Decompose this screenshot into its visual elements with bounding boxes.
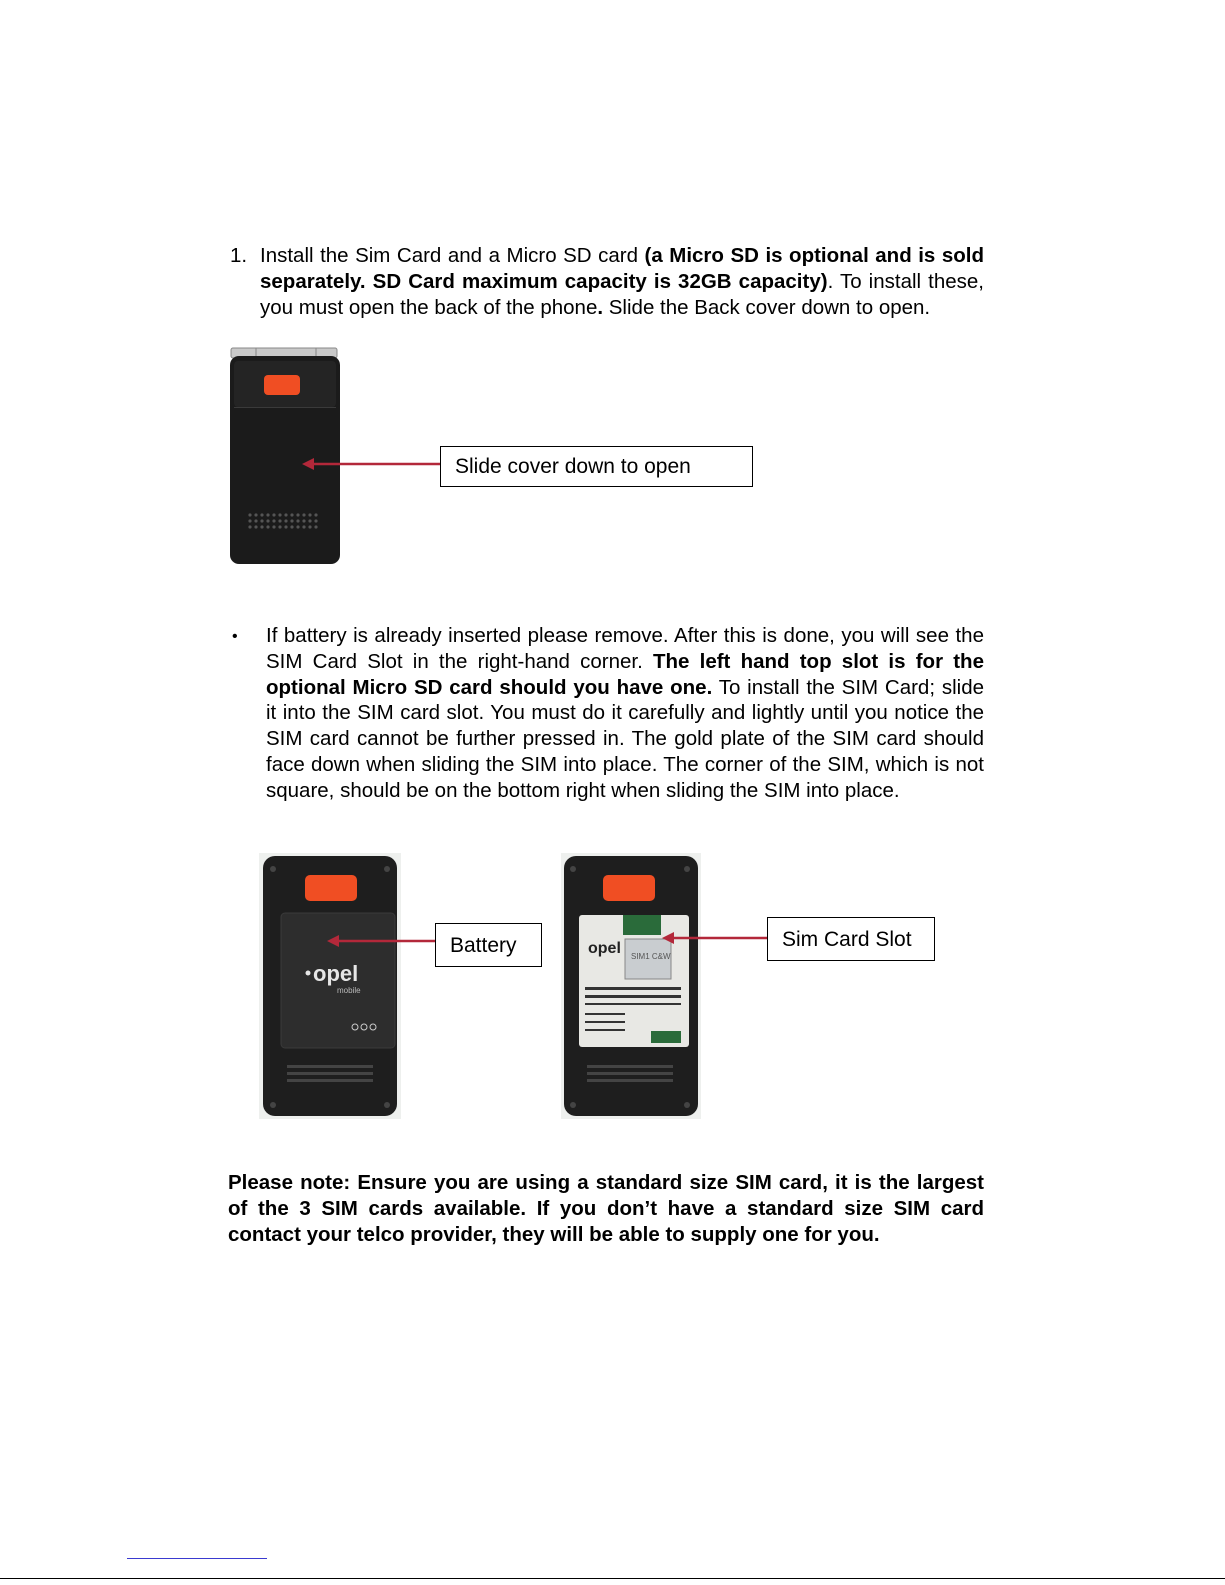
page-bottom-rule: [0, 1578, 1225, 1579]
step1-text-e: Slide the Back cover down to open.: [603, 295, 931, 319]
sim-tag-text: SIM1 C&W: [631, 952, 671, 961]
battery-arrow: [325, 932, 437, 950]
battery-callout-text: Battery: [450, 933, 517, 957]
step1-text-c: . To install these, you must open the back of the phone: [260, 269, 985, 319]
footnote-rule: [127, 1558, 267, 1559]
sim-slot-arrow: [660, 929, 770, 947]
step1-text-bold: (a Micro SD is optional and is sold separately. SD Card maximum capacity is 32GB capacity): [260, 244, 984, 293]
sim-slot-callout-text: Sim Card Slot: [782, 927, 912, 951]
battery-brand-sub-text: mobile: [337, 986, 361, 995]
bullet-paragraph: [266, 623, 984, 804]
step1-text-d: .: [597, 295, 604, 319]
bullet-text-bold: The left hand top slot is for the optional Micro SD card should you have one.: [266, 649, 984, 699]
battery-brand-text: opel: [313, 961, 359, 986]
slide-cover-arrow: [300, 455, 442, 473]
bullet-text-c: To install the SIM Card; slide it into the SIM card slot. You must do it carefully and lightly until you notice the SIM card cannot be further pressed in. The gold plate of the SIM card should face down when sliding the SIM into place. The corner of the SIM, which is not square, should be on the bottom right when sliding the SIM into place.: [266, 675, 984, 802]
step-number: 1.: [230, 244, 248, 267]
step1-paragraph: [260, 243, 984, 320]
slide-cover-callout-text: Slide cover down to open: [455, 455, 691, 478]
phone-battery-image: [259, 853, 401, 1119]
bullet-marker: •: [232, 628, 238, 645]
note-paragraph: Please note: Ensure you are using a standard size SIM card, it is the largest of the 3 SIM cards available. If you don’t have a standard size SIM card contact your telco provider, they will be able to supply one for you.: [228, 1171, 984, 1246]
step1-text-a: Install the Sim Card and a Micro SD card: [260, 244, 645, 267]
battery-callout: [435, 923, 542, 967]
bullet-text-a: If battery is already inserted please remove. After this is done, you will see the SIM Card Slot in the right-hand corner.: [266, 624, 984, 673]
sim-slot-callout: [767, 917, 935, 961]
sim-brand-text: opel: [588, 940, 621, 957]
phone-sim-image: [561, 853, 701, 1119]
slide-cover-callout: [440, 446, 753, 487]
